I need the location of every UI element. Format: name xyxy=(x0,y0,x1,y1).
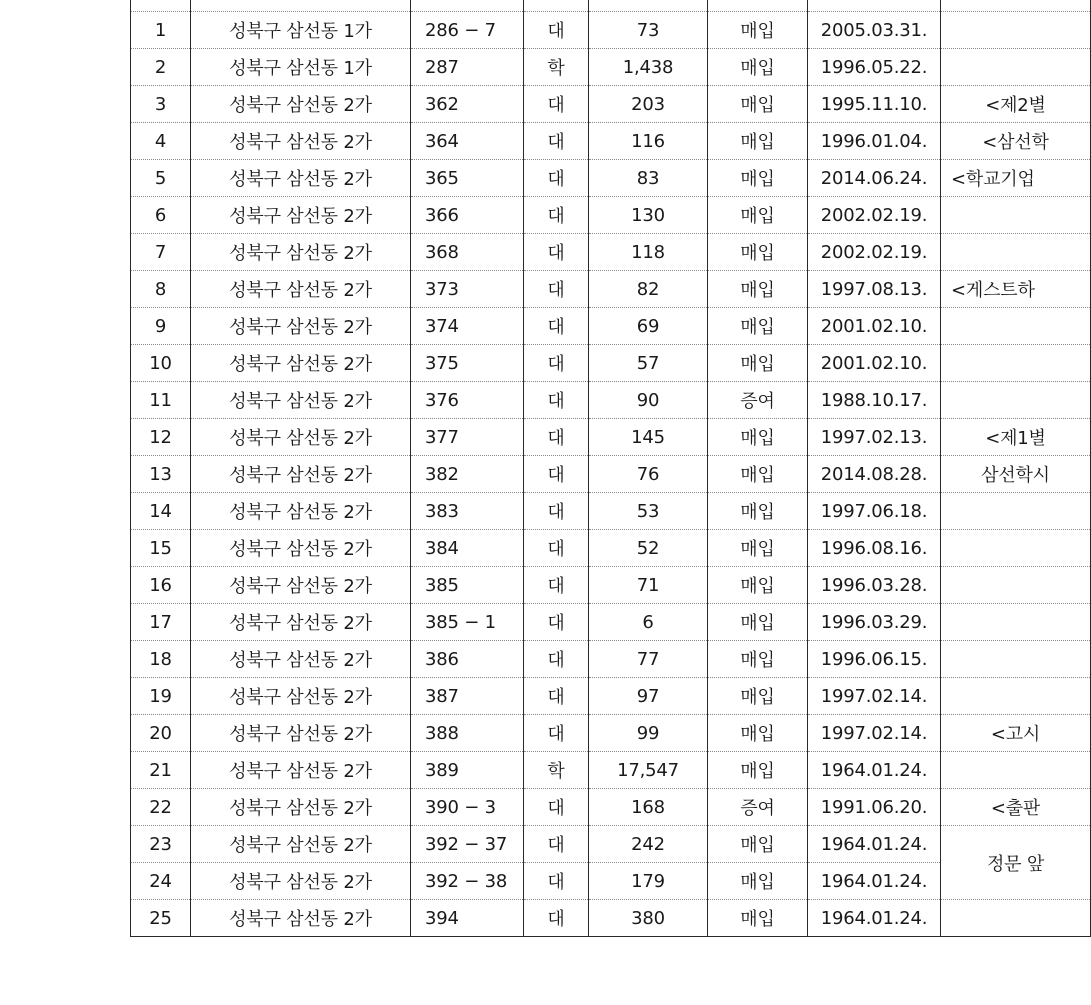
note-cell: <삼선학 xyxy=(941,123,1091,160)
row-number-cell: 18 xyxy=(131,641,191,678)
land-category-cell: 대 xyxy=(524,345,589,382)
lot-number-cell: 373 xyxy=(411,271,524,308)
acquisition-type-cell: 매입 xyxy=(708,604,808,641)
acquisition-date-cell: 1996.01.04. xyxy=(808,123,941,160)
address-cell: 성북구 삼선동 2가 xyxy=(191,493,411,530)
area-cell: 179 xyxy=(589,863,708,900)
land-category-cell: 대 xyxy=(524,530,589,567)
lot-number-cell xyxy=(411,0,524,12)
land-category-cell: 대 xyxy=(524,12,589,49)
acquisition-date-cell: 1996.03.29. xyxy=(808,604,941,641)
land-category-cell: 대 xyxy=(524,789,589,826)
land-category-cell xyxy=(524,0,589,12)
area-cell: 1,438 xyxy=(589,49,708,86)
land-category-cell: 대 xyxy=(524,308,589,345)
area-cell: 83 xyxy=(589,160,708,197)
lot-number-cell: 392 − 37 xyxy=(411,826,524,863)
note-cell xyxy=(941,382,1091,419)
land-category-cell: 대 xyxy=(524,641,589,678)
row-number-cell: 20 xyxy=(131,715,191,752)
address-cell: 성북구 삼선동 2가 xyxy=(191,900,411,937)
table-row xyxy=(131,493,1091,530)
row-number-cell: 2 xyxy=(131,49,191,86)
lot-number-cell: 389 xyxy=(411,752,524,789)
address-cell: 성북구 삼선동 2가 xyxy=(191,271,411,308)
note-cell: <제2별 xyxy=(941,86,1091,123)
acquisition-date-cell: 1997.08.13. xyxy=(808,271,941,308)
table-row xyxy=(131,604,1091,641)
acquisition-type-cell: 매입 xyxy=(708,86,808,123)
row-number-cell: 9 xyxy=(131,308,191,345)
table-row xyxy=(131,197,1091,234)
acquisition-type-cell: 매입 xyxy=(708,12,808,49)
lot-number-cell: 362 xyxy=(411,86,524,123)
acquisition-type-cell: 증여 xyxy=(708,382,808,419)
acquisition-date-cell: 1996.08.16. xyxy=(808,530,941,567)
acquisition-date-cell: 2001.02.10. xyxy=(808,345,941,382)
table-row xyxy=(131,234,1091,271)
address-cell: 성북구 삼선동 2가 xyxy=(191,419,411,456)
area-cell: 90 xyxy=(589,382,708,419)
area-cell: 69 xyxy=(589,308,708,345)
lot-number-cell: 392 − 38 xyxy=(411,863,524,900)
acquisition-type-cell: 매입 xyxy=(708,419,808,456)
address-cell: 성북구 삼선동 2가 xyxy=(191,752,411,789)
land-category-cell: 대 xyxy=(524,863,589,900)
row-number-cell: 12 xyxy=(131,419,191,456)
acquisition-date-cell: 1964.01.24. xyxy=(808,900,941,937)
table-row xyxy=(131,345,1091,382)
acquisition-type-cell: 매입 xyxy=(708,197,808,234)
acquisition-type-cell: 매입 xyxy=(708,567,808,604)
note-cell xyxy=(941,493,1091,530)
area-cell: 73 xyxy=(589,12,708,49)
land-category-cell: 대 xyxy=(524,234,589,271)
table-row xyxy=(131,530,1091,567)
row-number-cell: 14 xyxy=(131,493,191,530)
row-number-cell: 3 xyxy=(131,86,191,123)
acquisition-type-cell: 매입 xyxy=(708,752,808,789)
acquisition-type-cell: 매입 xyxy=(708,900,808,937)
lot-number-cell: 383 xyxy=(411,493,524,530)
land-category-cell: 대 xyxy=(524,456,589,493)
note-cell xyxy=(941,604,1091,641)
note-cell: <고시 xyxy=(941,715,1091,752)
note-cell xyxy=(941,49,1091,86)
lot-number-cell: 388 xyxy=(411,715,524,752)
lot-number-cell: 376 xyxy=(411,382,524,419)
table-row xyxy=(131,456,1091,493)
area-cell: 77 xyxy=(589,641,708,678)
table-row xyxy=(131,789,1091,826)
row-number-cell: 19 xyxy=(131,678,191,715)
area-cell: 82 xyxy=(589,271,708,308)
table-row xyxy=(131,123,1091,160)
table-row xyxy=(131,715,1091,752)
address-cell: 성북구 삼선동 2가 xyxy=(191,863,411,900)
table-row xyxy=(131,678,1091,715)
acquisition-type-cell: 매입 xyxy=(708,49,808,86)
row-number-cell: 11 xyxy=(131,382,191,419)
acquisition-type-cell: 매입 xyxy=(708,160,808,197)
acquisition-type-cell: 매입 xyxy=(708,345,808,382)
lot-number-cell: 366 xyxy=(411,197,524,234)
area-cell: 6 xyxy=(589,604,708,641)
lot-number-cell: 364 xyxy=(411,123,524,160)
address-cell: 성북구 삼선동 2가 xyxy=(191,197,411,234)
area-cell: 130 xyxy=(589,197,708,234)
note-cell xyxy=(941,900,1091,937)
lot-number-cell: 385 xyxy=(411,567,524,604)
acquisition-type-cell: 매입 xyxy=(708,271,808,308)
row-number-cell: 22 xyxy=(131,789,191,826)
acquisition-type-cell: 매입 xyxy=(708,308,808,345)
address-cell: 성북구 삼선동 2가 xyxy=(191,382,411,419)
acquisition-date-cell xyxy=(808,0,941,12)
table-row xyxy=(131,641,1091,678)
land-category-cell: 대 xyxy=(524,123,589,160)
row-number-cell: 23 xyxy=(131,826,191,863)
acquisition-date-cell: 2002.02.19. xyxy=(808,234,941,271)
row-number-cell: 5 xyxy=(131,160,191,197)
land-category-cell: 대 xyxy=(524,86,589,123)
address-cell: 성북구 삼선동 1가 xyxy=(191,12,411,49)
lot-number-cell: 386 xyxy=(411,641,524,678)
acquisition-type-cell: 매입 xyxy=(708,826,808,863)
acquisition-type-cell xyxy=(708,0,808,12)
table-row xyxy=(131,308,1091,345)
acquisition-type-cell: 매입 xyxy=(708,715,808,752)
row-number-cell: 1 xyxy=(131,12,191,49)
row-number-cell: 6 xyxy=(131,197,191,234)
note-cell: <출판 xyxy=(941,789,1091,826)
land-category-cell: 대 xyxy=(524,160,589,197)
table-row xyxy=(131,160,1091,197)
area-cell: 71 xyxy=(589,567,708,604)
lot-number-cell: 385 − 1 xyxy=(411,604,524,641)
table-row xyxy=(131,567,1091,604)
acquisition-type-cell: 매입 xyxy=(708,863,808,900)
row-number-cell: 25 xyxy=(131,900,191,937)
row-number-cell: 7 xyxy=(131,234,191,271)
acquisition-date-cell: 1996.06.15. xyxy=(808,641,941,678)
table-row xyxy=(131,86,1091,123)
note-cell xyxy=(941,530,1091,567)
acquisition-type-cell: 매입 xyxy=(708,530,808,567)
table-row xyxy=(131,900,1091,937)
table-row xyxy=(131,49,1091,86)
note-cell xyxy=(941,678,1091,715)
address-cell: 성북구 삼선동 2가 xyxy=(191,86,411,123)
address-cell: 성북구 삼선동 2가 xyxy=(191,789,411,826)
acquisition-date-cell: 1964.01.24. xyxy=(808,826,941,863)
lot-number-cell: 390 − 3 xyxy=(411,789,524,826)
row-number-cell: 4 xyxy=(131,123,191,160)
note-cell xyxy=(941,308,1091,345)
lot-number-cell: 394 xyxy=(411,900,524,937)
acquisition-date-cell: 1991.06.20. xyxy=(808,789,941,826)
land-category-cell: 학 xyxy=(524,49,589,86)
note-cell xyxy=(941,0,1091,12)
acquisition-date-cell: 2005.03.31. xyxy=(808,12,941,49)
acquisition-date-cell: 1996.05.22. xyxy=(808,49,941,86)
row-number-cell: 24 xyxy=(131,863,191,900)
area-cell: 99 xyxy=(589,715,708,752)
address-cell: 성북구 삼선동 2가 xyxy=(191,641,411,678)
acquisition-type-cell: 매입 xyxy=(708,456,808,493)
note-cell: <제1별 xyxy=(941,419,1091,456)
land-category-cell: 대 xyxy=(524,419,589,456)
land-category-cell: 대 xyxy=(524,604,589,641)
acquisition-date-cell: 1988.10.17. xyxy=(808,382,941,419)
note-cell xyxy=(941,197,1091,234)
lot-number-cell: 384 xyxy=(411,530,524,567)
acquisition-type-cell: 매입 xyxy=(708,641,808,678)
lot-number-cell: 365 xyxy=(411,160,524,197)
row-number-cell: 17 xyxy=(131,604,191,641)
acquisition-date-cell: 1997.02.14. xyxy=(808,715,941,752)
acquisition-date-cell: 2014.08.28. xyxy=(808,456,941,493)
area-cell: 145 xyxy=(589,419,708,456)
land-category-cell: 대 xyxy=(524,493,589,530)
lot-number-cell: 382 xyxy=(411,456,524,493)
acquisition-date-cell: 2014.06.24. xyxy=(808,160,941,197)
note-cell: 정문 앞 xyxy=(941,826,1091,900)
table-row xyxy=(131,12,1091,49)
address-cell: 성북구 삼선동 2가 xyxy=(191,345,411,382)
area-cell: 118 xyxy=(589,234,708,271)
lot-number-cell: 374 xyxy=(411,308,524,345)
land-category-cell: 대 xyxy=(524,678,589,715)
acquisition-type-cell: 매입 xyxy=(708,493,808,530)
acquisition-type-cell: 증여 xyxy=(708,789,808,826)
row-number-cell: 15 xyxy=(131,530,191,567)
area-cell xyxy=(589,0,708,12)
table-row xyxy=(131,0,1091,12)
note-cell xyxy=(941,567,1091,604)
land-category-cell: 대 xyxy=(524,900,589,937)
table-row xyxy=(131,271,1091,308)
area-cell: 116 xyxy=(589,123,708,160)
acquisition-type-cell: 매입 xyxy=(708,678,808,715)
address-cell: 성북구 삼선동 2가 xyxy=(191,604,411,641)
acquisition-date-cell: 1964.01.24. xyxy=(808,752,941,789)
lot-number-cell: 387 xyxy=(411,678,524,715)
acquisition-date-cell: 1997.02.14. xyxy=(808,678,941,715)
lot-number-cell: 368 xyxy=(411,234,524,271)
note-cell: <학교기업 xyxy=(941,160,1091,197)
row-number-cell: 8 xyxy=(131,271,191,308)
note-cell xyxy=(941,752,1091,789)
land-register-table xyxy=(130,0,1091,937)
note-cell: 삼선학시 xyxy=(941,456,1091,493)
address-cell: 성북구 삼선동 2가 xyxy=(191,826,411,863)
table-row xyxy=(131,419,1091,456)
table-row xyxy=(131,752,1091,789)
area-cell: 168 xyxy=(589,789,708,826)
land-category-cell: 대 xyxy=(524,382,589,419)
row-number-cell: 13 xyxy=(131,456,191,493)
address-cell: 성북구 삼선동 2가 xyxy=(191,567,411,604)
address-cell: 성북구 삼선동 2가 xyxy=(191,715,411,752)
note-cell xyxy=(941,641,1091,678)
acquisition-date-cell: 1997.06.18. xyxy=(808,493,941,530)
lot-number-cell: 286 − 7 xyxy=(411,12,524,49)
land-category-cell: 대 xyxy=(524,826,589,863)
table-row xyxy=(131,382,1091,419)
lot-number-cell: 375 xyxy=(411,345,524,382)
lot-number-cell: 287 xyxy=(411,49,524,86)
address-cell: 성북구 삼선동 2가 xyxy=(191,123,411,160)
row-number-cell xyxy=(131,0,191,12)
acquisition-date-cell: 1996.03.28. xyxy=(808,567,941,604)
note-cell: <게스트하 xyxy=(941,271,1091,308)
area-cell: 17,547 xyxy=(589,752,708,789)
area-cell: 97 xyxy=(589,678,708,715)
acquisition-date-cell: 1964.01.24. xyxy=(808,863,941,900)
lot-number-cell: 377 xyxy=(411,419,524,456)
area-cell: 203 xyxy=(589,86,708,123)
acquisition-date-cell: 2002.02.19. xyxy=(808,197,941,234)
address-cell: 성북구 삼선동 2가 xyxy=(191,308,411,345)
area-cell: 76 xyxy=(589,456,708,493)
land-category-cell: 대 xyxy=(524,271,589,308)
acquisition-type-cell: 매입 xyxy=(708,234,808,271)
address-cell: 성북구 삼선동 2가 xyxy=(191,234,411,271)
note-cell xyxy=(941,12,1091,49)
address-cell: 성북구 삼선동 1가 xyxy=(191,49,411,86)
area-cell: 52 xyxy=(589,530,708,567)
area-cell: 53 xyxy=(589,493,708,530)
land-category-cell: 대 xyxy=(524,715,589,752)
area-cell: 380 xyxy=(589,900,708,937)
note-cell xyxy=(941,345,1091,382)
address-cell xyxy=(191,0,411,12)
row-number-cell: 21 xyxy=(131,752,191,789)
acquisition-type-cell: 매입 xyxy=(708,123,808,160)
land-category-cell: 대 xyxy=(524,197,589,234)
address-cell: 성북구 삼선동 2가 xyxy=(191,160,411,197)
note-cell xyxy=(941,234,1091,271)
address-cell: 성북구 삼선동 2가 xyxy=(191,678,411,715)
area-cell: 57 xyxy=(589,345,708,382)
address-cell: 성북구 삼선동 2가 xyxy=(191,456,411,493)
acquisition-date-cell: 1995.11.10. xyxy=(808,86,941,123)
acquisition-date-cell: 1997.02.13. xyxy=(808,419,941,456)
area-cell: 242 xyxy=(589,826,708,863)
land-category-cell: 대 xyxy=(524,567,589,604)
table-body xyxy=(131,0,1091,937)
row-number-cell: 10 xyxy=(131,345,191,382)
table-row xyxy=(131,826,1091,863)
address-cell: 성북구 삼선동 2가 xyxy=(191,530,411,567)
acquisition-date-cell: 2001.02.10. xyxy=(808,308,941,345)
row-number-cell: 16 xyxy=(131,567,191,604)
land-category-cell: 학 xyxy=(524,752,589,789)
